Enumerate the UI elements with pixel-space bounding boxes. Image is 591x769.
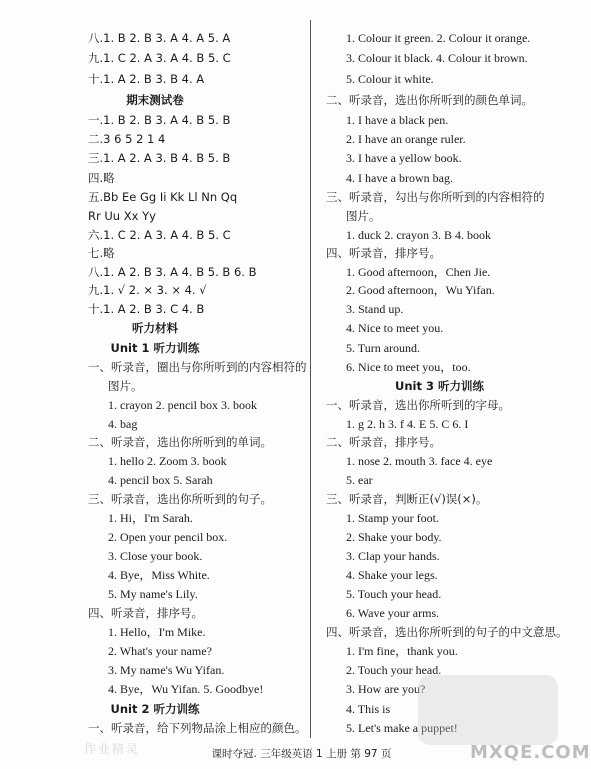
left-column-line: 一.1. B 2. B 3. A 4. B 5. B (88, 113, 231, 127)
left-column-line: 二、听录音，选出你所听到的单词。 (88, 435, 272, 449)
right-column-line: 5. ear (346, 473, 373, 487)
left-column-line: Unit 1 听力训练 (110, 341, 200, 355)
right-column-line: 3. Colour it black. 4. Colour it brown. (346, 51, 528, 65)
left-column-line: 一、听录音，给下列物品涂上相应的颜色。 (88, 721, 307, 735)
right-column-line: 二、听录音，选出你所听到的颜色单词。 (326, 93, 533, 107)
right-column-line: 3. How are you? (346, 682, 426, 696)
right-column-line: 5. Let's make a puppet! (346, 721, 458, 735)
left-column-line: 听力材料 (132, 321, 178, 335)
right-column-line: 6. Nice to meet you，too. (346, 360, 471, 374)
right-column-line: 图片。 (346, 209, 381, 223)
left-column-line: Rr Uu Xx Yy (88, 209, 156, 223)
right-column-line: 四、听录音，选出你所听到的句子的中文意思。 (326, 625, 568, 639)
right-column-line: 二、听录音，排序号。 (326, 435, 441, 449)
left-column-line: 九.1. C 2. A 3. A 4. B 5. C (88, 51, 231, 65)
left-column-line: 期末测试卷 (126, 93, 184, 107)
page-footer (0, 744, 563, 764)
right-column-line: 2. Touch your head. (346, 663, 442, 677)
watermark-logo (418, 675, 558, 745)
right-column-line: 1. I have a black pen. (346, 113, 449, 127)
left-column-line: 4. Bye，Wu Yifan. 5. Goodbye! (108, 682, 264, 696)
left-column-line: 五.Bb Ee Gg Ii Kk Ll Nn Qq (88, 190, 238, 204)
right-column-line: 3. Clap your hands. (346, 549, 440, 563)
right-column-line: 1. Stamp your foot. (346, 511, 439, 525)
left-column-line: 八.1. A 2. B 3. A 4. B 5. B 6. B (88, 265, 257, 279)
left-column-line: 1. hello 2. Zoom 3. book (108, 454, 227, 468)
left-column-line: 3. My name's Wu Yifan. (108, 663, 225, 677)
right-column-line: Unit 3 听力训练 (395, 379, 484, 393)
left-column-line: 3. Close your book. (108, 549, 203, 563)
right-column-line: 1. I'm fine，thank you. (346, 644, 458, 658)
right-column-line: 6. Wave your arms. (346, 606, 440, 620)
right-column-line: 4. Shake your legs. (346, 568, 438, 582)
left-column-line: 1. Hello，I'm Mike. (108, 625, 206, 639)
left-column-line: 九.1. √ 2. × 3. × 4. √ (88, 283, 207, 297)
right-column-line: 3. I have a yellow book. (346, 151, 462, 165)
right-column-line: 1. Colour it green. 2. Colour it orange. (346, 31, 531, 45)
right-column-line: 4. Nice to meet you. (346, 321, 444, 335)
right-column-line: 5. Colour it white. (346, 72, 434, 86)
left-column-line: 六.1. C 2. A 3. A 4. B 5. C (88, 228, 231, 242)
right-column-line: 2. I have an orange ruler. (346, 132, 466, 146)
right-column-line: 1. Good afternoon，Chen Jie. (346, 265, 491, 279)
left-column-line: 三、听录音，选出你所听到的句子。 (88, 492, 272, 506)
left-column-line: 5. My name's Lily. (108, 587, 198, 601)
stamp-text: 作业精灵 (84, 742, 141, 756)
right-column-line: 三、听录音，判断正(√)误(×)。 (326, 492, 488, 506)
right-column-line: 5. Touch your head. (346, 587, 442, 601)
left-column-line: 4. pencil box 5. Sarah (108, 473, 213, 487)
right-column-line: 2. Shake your body. (346, 530, 442, 544)
watermark-text: MXQE.COM (470, 742, 591, 763)
left-column-line: 1. crayon 2. pencil box 3. book (108, 398, 257, 412)
right-column-line: 5. Turn around. (346, 341, 421, 355)
left-column-line: 1. Hi，I'm Sarah. (108, 511, 193, 525)
column-divider (310, 20, 311, 738)
left-column-line: 2. What's your name? (108, 644, 212, 658)
right-column-line: 3. Stand up. (346, 302, 404, 316)
left-column-line: 2. Open your pencil box. (108, 530, 228, 544)
right-column-line: 1. duck 2. crayon 3. B 4. book (346, 228, 491, 242)
left-column-line: 一、听录音，圈出与你所听到的内容相符的 (88, 360, 307, 374)
left-column-line: 二.3 6 5 2 1 4 (88, 132, 166, 146)
left-column-line: 三.1. A 2. A 3. B 4. B 5. B (88, 151, 231, 165)
right-column-line: 1. nose 2. mouth 3. face 4. eye (346, 454, 493, 468)
right-column-line: 2. Good afternoon，Wu Yifan. (346, 283, 495, 297)
right-column-line: 一、听录音，选出你所听到的字母。 (326, 398, 510, 412)
right-column-line: 1. g 2. h 3. f 4. E 5. C 6. I (346, 417, 469, 431)
right-column-line: 4. I have a brown bag. (346, 171, 453, 185)
left-column-line: 4. Bye，Miss White. (108, 568, 210, 582)
left-column-line: 七.略 (88, 246, 115, 260)
left-column-line: Unit 2 听力训练 (110, 702, 200, 716)
left-column-line: 八.1. B 2. B 3. A 4. A 5. A (88, 31, 231, 45)
left-column-line: 四、听录音，排序号。 (88, 606, 203, 620)
left-column-line: 十.1. A 2. B 3. B 4. A (88, 72, 205, 86)
right-column-line: 三、听录音，勾出与你所听到的内容相符的 (326, 190, 545, 204)
left-column-line: 4. bag (108, 417, 138, 431)
left-column-line: 四.略 (88, 171, 115, 185)
left-column-line: 十.1. A 2. B 3. C 4. B (88, 302, 205, 316)
left-column-line: 图片。 (108, 379, 143, 393)
footer-label: 课时夺冠. 三年级英语 1 上册 第 97 页 (211, 748, 392, 760)
right-column-line: 4. This is (346, 702, 391, 716)
right-column-line: 四、听录音，排序号。 (326, 246, 441, 260)
